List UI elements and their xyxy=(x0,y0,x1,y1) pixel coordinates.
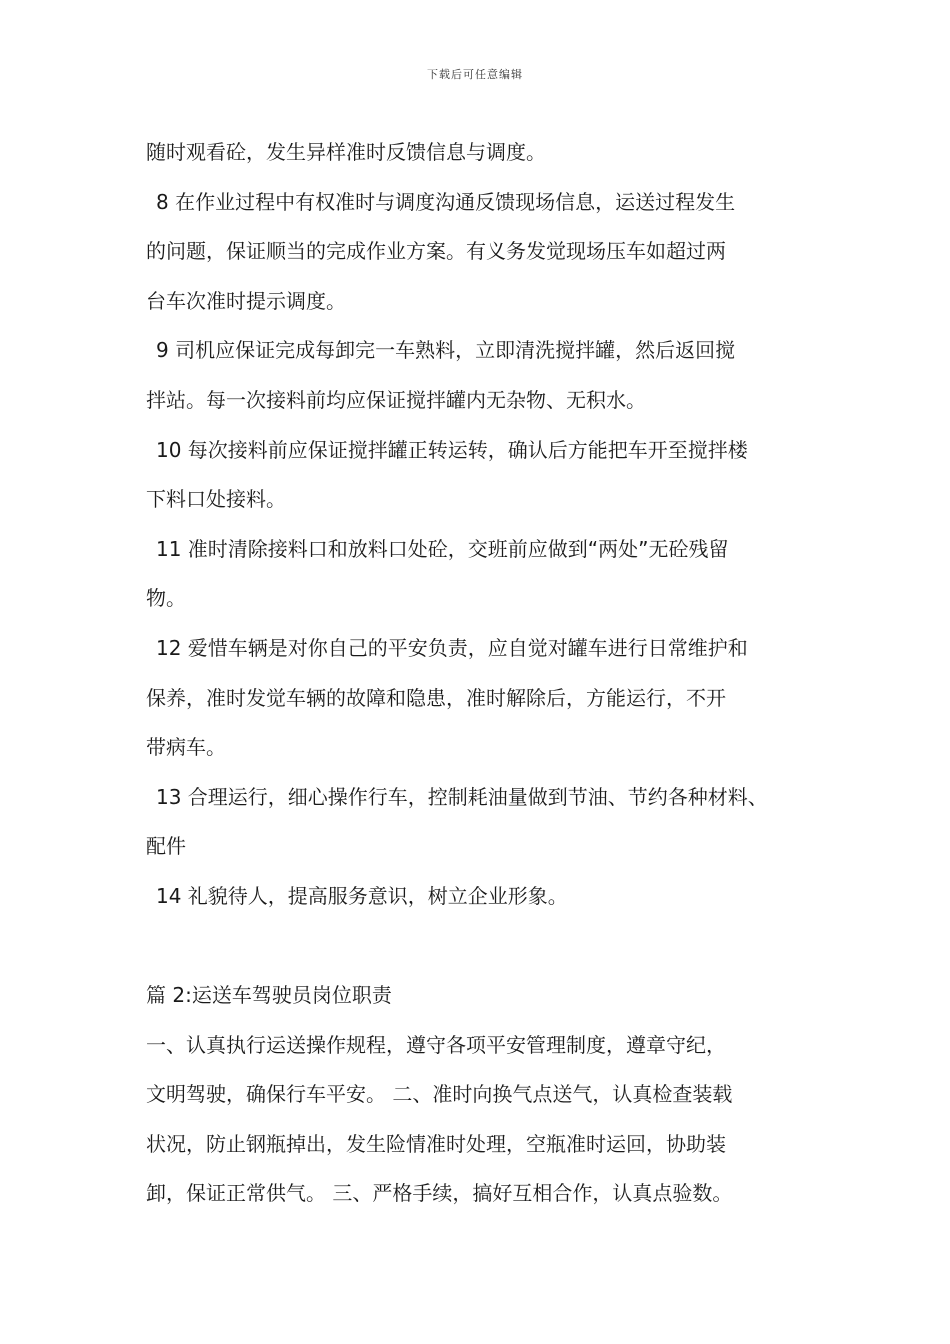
text-line: 保养，准时发觉车辆的故障和隐患，准时解除后，方能运行，不开 xyxy=(146,685,726,710)
list-item-8: 8 在作业过程中有权准时与调度沟通反馈现场信息，运送过程发生 xyxy=(156,189,736,214)
text-line: 的问题，保证顺当的完成作业方案。有义务发觉现场压车如超过两 xyxy=(146,239,726,264)
list-item-11: 11 准时清除接料口和放料口处砼，交班前应做到“两处”无砼残留 xyxy=(156,536,729,561)
document-body xyxy=(146,128,826,1219)
text-line: 卸，保证正常供气。 三、严格手续，搞好互相合作，认真点验数。 xyxy=(146,1181,733,1206)
section-heading: 篇 2:运送车驾驶员岗位职责 xyxy=(146,983,392,1008)
page-header: 下载后可任意编辑 xyxy=(427,68,523,81)
list-item-13: 13 合理运行，细心操作行车，控制耗油量做到节油、节约各种材料、 xyxy=(156,784,768,809)
text-line: 带病车。 xyxy=(146,735,226,760)
text-line: 物。 xyxy=(146,586,186,611)
list-item-14: 14 礼貌待人，提高服务意识，树立企业形象。 xyxy=(156,883,568,908)
list-item-10: 10 每次接料前应保证搅拌罐正转运转，确认后方能把车开至搅拌楼 xyxy=(156,437,748,462)
text-line: 下料口处接料。 xyxy=(146,487,286,512)
text-line: 随时观看砼，发生异样准时反馈信息与调度。 xyxy=(146,140,546,164)
text-line: 状况，防止钢瓶掉出，发生险情准时处理，空瓶准时运回，协助装 xyxy=(146,1131,726,1156)
text-line: 台车次准时提示调度。 xyxy=(146,288,346,313)
text-line: 拌站。每一次接料前均应保证搅拌罐内无杂物、无积水。 xyxy=(146,387,646,412)
list-item-9: 9 司机应保证完成每卸完一车熟料，立即清洗搅拌罐，然后返回搅 xyxy=(156,338,736,363)
text-line: 文明驾驶，确保行车平安。 二、准时向换气点送气，认真检查装载 xyxy=(146,1082,733,1107)
text-line: 配件 xyxy=(146,834,186,859)
list-item-12: 12 爱惜车辆是对你自己的平安负责，应自觉对罐车进行日常维护和 xyxy=(156,635,748,660)
section-gap xyxy=(146,922,826,972)
text-line: 一、认真执行运送操作规程，遵守各项平安管理制度，遵章守纪， xyxy=(146,1032,726,1057)
